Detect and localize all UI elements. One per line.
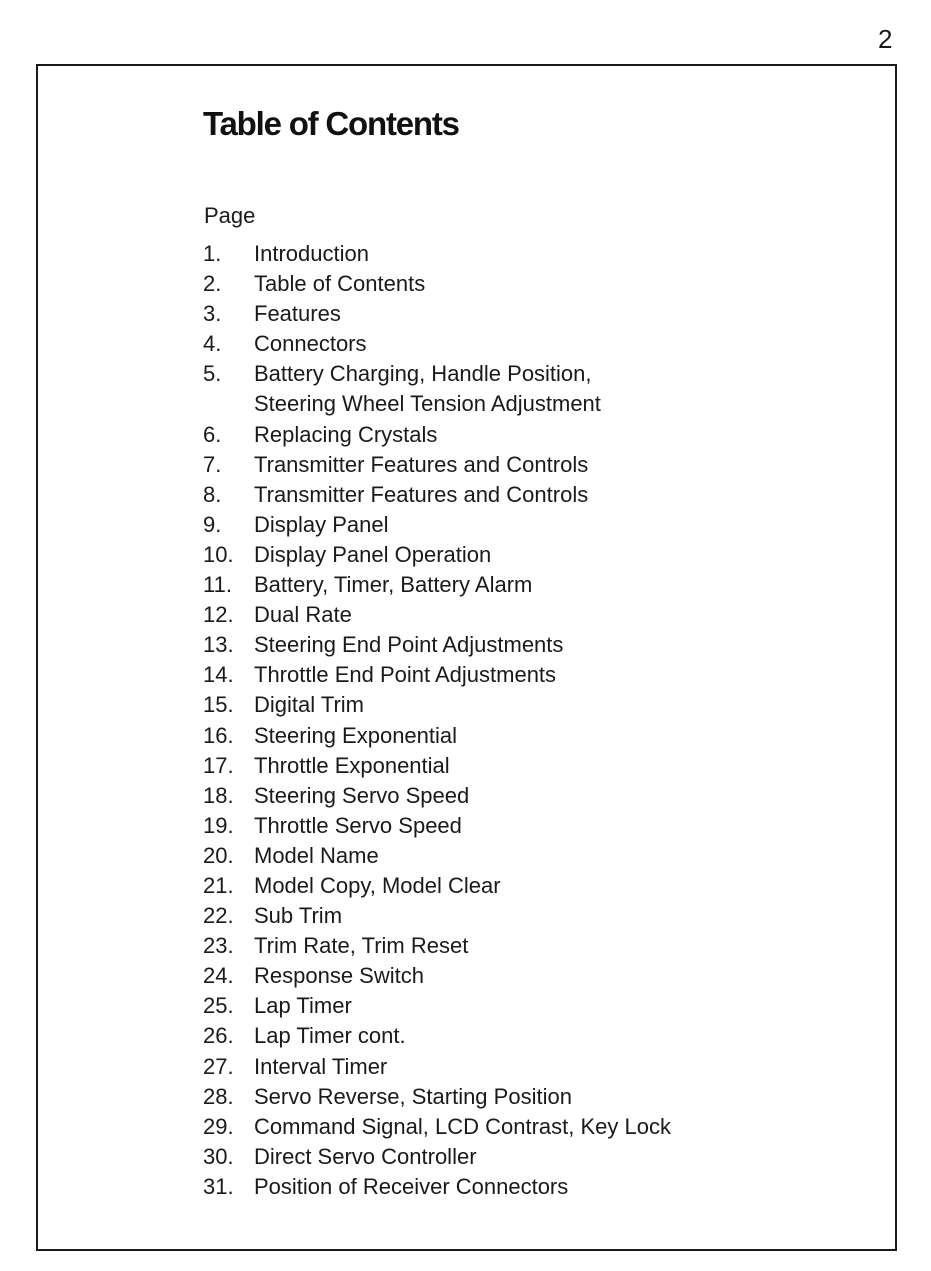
toc-entry-title-line: Position of Receiver Connectors	[254, 1173, 569, 1199]
toc-entry-number: 15.	[203, 692, 234, 718]
toc-entry-title	[254, 931, 843, 961]
toc-entry-title-line: Display Panel Operation	[254, 541, 492, 567]
toc-entry-title-line: Display Panel	[254, 511, 389, 537]
toc-entry	[203, 1112, 843, 1142]
toc-entry	[203, 1082, 843, 1112]
toc-entry-title-line: Model Copy, Model Clear	[254, 872, 501, 898]
toc-entry-title-line: Lap Timer cont.	[254, 1023, 406, 1049]
toc-entry-title	[254, 450, 843, 480]
toc-entry-title-line: Steering Wheel Tension Adjustment	[254, 391, 601, 417]
toc-entry-title	[254, 480, 843, 510]
toc-entry	[203, 510, 843, 540]
toc-entry-title-line: Steering End Point Adjustments	[254, 632, 564, 658]
toc-entry-number: 7.	[203, 451, 222, 477]
toc-entry	[203, 630, 843, 660]
toc-entry	[203, 721, 843, 751]
toc-entry	[203, 359, 843, 419]
toc-entry-title-line: Digital Trim	[254, 692, 365, 718]
toc-entry	[203, 901, 843, 931]
toc-entry-title	[254, 1052, 843, 1082]
toc-entry-title	[254, 510, 843, 540]
toc-entry-title	[254, 570, 843, 600]
toc-entry-title	[254, 781, 843, 811]
toc-entry-number: 2.	[203, 271, 222, 297]
toc-entry	[203, 841, 843, 871]
toc-entry-number: 10.	[203, 541, 234, 567]
toc-entry-title-line: Sub Trim	[254, 903, 343, 929]
toc-entry-title-line: Throttle Exponential	[254, 752, 450, 778]
toc-entry-number: 5.	[203, 361, 222, 387]
toc-entry-title-line: Introduction	[254, 241, 369, 266]
toc-entry-title	[254, 1082, 843, 1112]
toc-entry-title	[254, 961, 843, 991]
toc-entry-number: 29.	[203, 1113, 234, 1139]
toc-entry-title	[254, 690, 843, 720]
toc-entry-number: 9.	[203, 511, 222, 537]
toc-entry-title	[254, 1142, 843, 1172]
toc-entry-number: 20.	[203, 842, 234, 868]
toc-entry-title-line: Steering Servo Speed	[254, 782, 470, 808]
toc-entry-number: 25.	[203, 993, 234, 1019]
toc-entry-number: 12.	[203, 602, 234, 628]
toc-entry	[203, 480, 843, 510]
toc-entry-title	[254, 751, 843, 781]
toc-entry-title-line: Throttle Servo Speed	[254, 812, 462, 838]
toc-entry	[203, 931, 843, 961]
toc-entry-title-line: Replacing Crystals	[254, 421, 438, 447]
toc-entry-title	[254, 420, 843, 450]
toc-entry	[203, 751, 843, 781]
toc-entry-title	[254, 359, 843, 419]
toc-entry-title	[254, 660, 843, 690]
toc-entry	[203, 781, 843, 811]
toc-entry	[203, 269, 843, 299]
toc-entry-number: 8.	[203, 481, 222, 507]
toc-entry	[203, 450, 843, 480]
toc-entry	[203, 1021, 843, 1051]
toc-entry	[203, 690, 843, 720]
toc-entry-number: 22.	[203, 903, 234, 929]
toc-entry-title-line: Transmitter Features and Controls	[254, 481, 589, 507]
toc-entry-number: 24.	[203, 963, 234, 989]
toc-entry-title	[254, 1172, 843, 1202]
toc-entry-number: 4.	[203, 331, 222, 357]
toc-entry-title-line: Transmitter Features and Controls	[254, 451, 589, 477]
toc-entry-title	[254, 540, 843, 570]
toc-entry	[203, 871, 843, 901]
toc-entry-title-line: Features	[254, 301, 341, 327]
toc-entry	[203, 811, 843, 841]
page-number: 2	[878, 24, 893, 54]
toc-entry-title	[254, 841, 843, 871]
toc-entry-number: 14.	[203, 662, 234, 688]
page-title: Table of Contents	[203, 105, 459, 142]
toc-entry-title-line: Throttle End Point Adjustments	[254, 662, 557, 688]
toc-entry	[203, 961, 843, 991]
toc-entry-title-line: Steering Exponential	[254, 722, 458, 748]
toc-entry-number: 23.	[203, 933, 234, 959]
toc-entry-title-line: Command Signal, LCD Contrast, Key Lock	[254, 1113, 671, 1139]
toc-entry-title-line: Lap Timer	[254, 993, 352, 1019]
toc-entry-title	[254, 299, 843, 329]
toc-entry-number: 11.	[203, 572, 232, 598]
toc-entry-title	[254, 600, 843, 630]
toc-entry-number: 3.	[203, 301, 222, 327]
toc-entry-number: 19.	[203, 812, 234, 838]
page-column-label: Page	[204, 203, 256, 228]
toc-entry	[203, 991, 843, 1021]
toc-entry	[203, 299, 843, 329]
toc-entry-title	[254, 630, 843, 660]
toc-entry-title-line: Table of Contents	[254, 271, 426, 297]
toc-entry-title	[254, 269, 843, 299]
toc-entry-title-line: Connectors	[254, 331, 367, 357]
toc-entry-title	[254, 901, 843, 931]
toc-entry-title	[254, 871, 843, 901]
toc-entry	[203, 570, 843, 600]
toc-entry-title	[254, 1112, 843, 1142]
toc-entry	[203, 540, 843, 570]
toc-entry	[203, 239, 843, 269]
toc-entry	[203, 600, 843, 630]
toc-entry-title-line: Direct Servo Controller	[254, 1143, 477, 1169]
toc-entry-title	[254, 991, 843, 1021]
toc-entry-number: 1.	[203, 241, 222, 266]
toc-entry-number: 31.	[203, 1173, 234, 1199]
toc-entry-title	[254, 239, 843, 269]
toc-entry	[203, 420, 843, 450]
toc-entry-title-line: Battery Charging, Handle Position,	[254, 361, 592, 387]
toc-entry	[203, 329, 843, 359]
toc-entry-title	[254, 1021, 843, 1051]
toc-entry-number: 17.	[203, 752, 234, 778]
toc-entry-title-line: Servo Reverse, Starting Position	[254, 1083, 572, 1109]
toc-entry-number: 26.	[203, 1023, 234, 1049]
toc-entry-number: 16.	[203, 722, 234, 748]
toc-entry-title	[254, 721, 843, 751]
toc-entry	[203, 1052, 843, 1082]
toc-entry-number: 6.	[203, 421, 222, 447]
toc-entry-title-line: Dual Rate	[254, 602, 352, 628]
toc-entry-title-line: Trim Rate, Trim Reset	[254, 933, 469, 959]
toc-entry-number: 28.	[203, 1083, 234, 1109]
toc-entry-title-line: Model Name	[254, 842, 379, 868]
toc-entry-title-line: Battery, Timer, Battery Alarm	[254, 572, 533, 598]
toc-entry-title	[254, 329, 843, 359]
toc-entry-number: 18.	[203, 782, 234, 808]
toc-entry-number: 27.	[203, 1053, 234, 1079]
toc-entry-title-line: Interval Timer	[254, 1053, 388, 1079]
toc-entry-number: 13.	[203, 632, 234, 658]
toc-entry	[203, 1142, 843, 1172]
toc-entry	[203, 660, 843, 690]
toc-entry-title-line: Response Switch	[254, 963, 424, 989]
toc-entry-title	[254, 811, 843, 841]
toc-entry	[203, 1172, 843, 1202]
toc-entry-number: 21.	[203, 872, 234, 898]
table-of-contents-list	[203, 239, 843, 1202]
toc-entry-number: 30.	[203, 1143, 234, 1169]
